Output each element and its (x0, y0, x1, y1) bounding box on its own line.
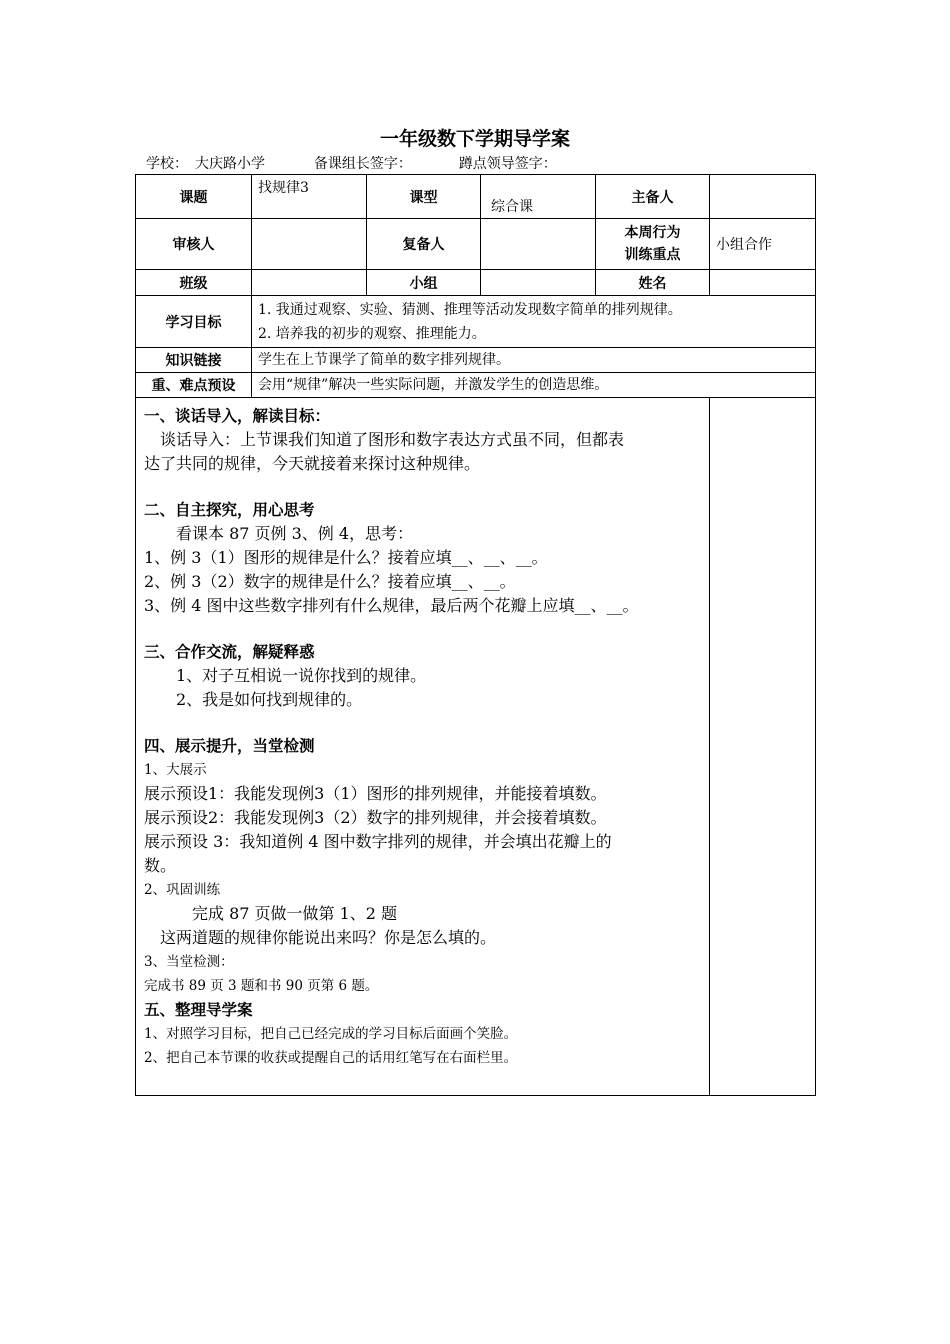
row-topic (136, 175, 816, 219)
reviewer-value (252, 219, 367, 270)
weekly-focus-label-line1: 本周行为 (624, 225, 681, 241)
section-2-title: 二、自主探究，用心思考 (144, 501, 315, 519)
section-3-item: 1、对子互相说一说你找到的规律。 (144, 666, 427, 685)
weekly-focus-label-line2: 训练重点 (624, 247, 681, 263)
row-class (136, 270, 816, 296)
name-label: 姓名 (596, 270, 710, 296)
leader-signature-label: 蹲点领导签字： (458, 156, 557, 172)
weekly-focus-value: 小组合作 (710, 219, 816, 270)
header-meta (146, 153, 557, 173)
section-4-item: 完成 87 页做一做第 1、2 题 (144, 904, 398, 923)
section-5-item: 2、把自己本节课的收获或提醒自己的话用红笔写在右面栏里。 (144, 1050, 518, 1066)
section-2-question: 2、例 3（2）数字的规律是什么？接着应填__、__。 (144, 572, 516, 591)
side-notes-column (710, 398, 816, 1096)
section-2-question: 3、例 4 图中这些数字排列有什么规律，最后两个花瓣上应填__、__。 (144, 596, 639, 615)
knowledge-link-label: 知识链接 (136, 348, 252, 373)
page-title: 一年级数下学期导学案 (379, 128, 570, 150)
lesson-type-label: 课型 (367, 175, 481, 219)
section-1-text: 达了共同的规律，今天就接着来探讨这种规律。 (144, 454, 481, 473)
section-4-subtitle: 2、巩固训练 (144, 882, 221, 898)
section-2-question: 1、例 3（1）图形的规律是什么？接着应填__、__、__。 (144, 548, 548, 567)
goals-value (252, 296, 816, 348)
group-leader-signature-label: 备课组长签字： (313, 156, 412, 172)
section-5-item: 1、对照学习目标，把自己已经完成的学习目标后面画个笑脸。 (144, 1026, 518, 1042)
main-preparer-value (710, 175, 816, 219)
co-preparer-value (481, 219, 596, 270)
lesson-content (136, 398, 710, 1096)
section-3-title: 三、合作交流，解疑释惑 (144, 643, 315, 661)
section-4-item: 展示预设 3：我知道例 4 图中数字排列的规律，并会填出花瓣上的 (144, 832, 612, 851)
row-goals (136, 296, 816, 348)
weekly-focus-label (596, 219, 710, 270)
section-4-title: 四、展示提升，当堂检测 (144, 737, 315, 755)
row-key-points (136, 373, 816, 398)
main-preparer-label: 主备人 (596, 175, 710, 219)
school-label: 学校： 大庆路小学 (146, 156, 265, 172)
section-3-item: 2、我是如何找到规律的。 (144, 690, 363, 709)
lesson-type-value: 综合课 (481, 175, 596, 219)
section-1-text: 谈话导入：上节课我们知道了图形和数字表达方式虽不同，但都表 (144, 430, 625, 449)
row-content (136, 398, 816, 1096)
group-value (481, 270, 596, 296)
row-reviewer (136, 219, 816, 270)
knowledge-link-value: 学生在上节课学了简单的数字排列规律。 (252, 348, 816, 373)
reviewer-label: 审核人 (136, 219, 252, 270)
goals-label: 学习目标 (136, 296, 252, 348)
name-value (710, 270, 816, 296)
section-4-subtitle: 1、大展示 (144, 762, 207, 778)
class-label: 班级 (136, 270, 252, 296)
topic-label: 课题 (136, 175, 252, 219)
topic-value: 找规律3 (252, 175, 367, 219)
class-value (252, 270, 367, 296)
goal-item: 2. 培养我的初步的观察、推理能力。 (258, 325, 486, 342)
co-preparer-label: 复备人 (367, 219, 481, 270)
lesson-plan-table (135, 174, 816, 1096)
group-label: 小组 (367, 270, 481, 296)
section-4-item: 展示预设1：我能发现例3（1）图形的排列规律，并能接着填数。 (144, 784, 607, 803)
section-4-subtitle: 3、当堂检测： (144, 954, 234, 970)
section-1-title: 一、谈话导入，解读目标： (144, 407, 331, 425)
section-4-item: 数。 (144, 856, 177, 875)
goal-item: 1. 我通过观察、实验、猜测、推理等活动发现数字简单的排列规律。 (258, 301, 682, 318)
section-4-item: 完成书 89 页 3 题和书 90 页第 6 题。 (144, 978, 379, 994)
section-5-title: 五、整理导学案 (144, 1001, 253, 1019)
section-4-item: 这两道题的规律你能说出来吗？你是怎么填的。 (144, 928, 497, 947)
row-knowledge (136, 348, 816, 373)
section-2-intro: 看课本 87 页例 3、例 4，思考： (144, 524, 414, 543)
key-points-value: 会用“规律”解决一些实际问题，并激发学生的创造思维。 (252, 373, 816, 398)
section-4-item: 展示预设2：我能发现例3（2）数字的排列规律，并会接着填数。 (144, 808, 607, 827)
key-points-label: 重、难点预设 (136, 373, 252, 398)
